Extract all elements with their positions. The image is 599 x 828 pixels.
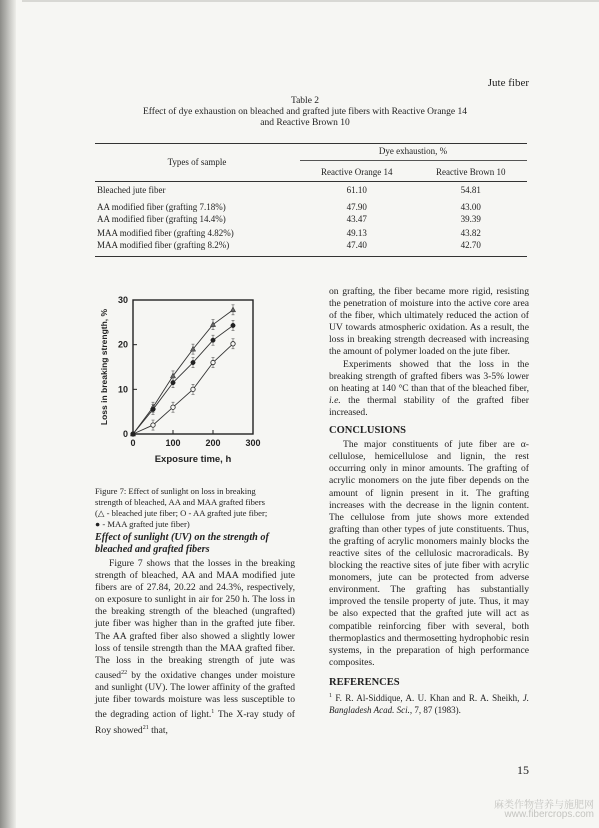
data-point-open-circle — [231, 342, 235, 346]
table-header-orange: Reactive Orange 14 — [321, 167, 393, 177]
x-axis-label: Exposure time, h — [154, 454, 232, 465]
text-run: by the oxidative changes under moisture and sunlight (UV). The lower affinity of the grafted jute fiber towards moisture was less susceptible to the degrading action of light. — [95, 670, 295, 721]
citation: 22 — [121, 669, 128, 676]
table-cell-orange: 61.10 — [346, 185, 367, 195]
page-number: 15 — [517, 763, 529, 777]
data-point-filled-circle — [151, 407, 155, 411]
figure-caption-line: strength of bleached, AA and MAA grafted fibers — [95, 497, 265, 507]
table-cell-brown: 43.82 — [460, 228, 481, 238]
data-point-filled-circle — [191, 360, 195, 364]
table-cell-label: AA modified fiber (grafting 14.4%) — [97, 213, 226, 224]
table-number: Table 2 — [290, 96, 320, 106]
table-cell-brown: 43.00 — [460, 202, 481, 212]
section-heading-sunlight — [95, 532, 295, 556]
binder-shadow — [0, 0, 16, 828]
table-header-group: Dye exhaustion, % — [378, 146, 448, 156]
figure-caption-line: (△ - bleached jute fiber; O - AA grafted jute fiber; — [95, 508, 268, 518]
data-point-filled-circle — [131, 432, 135, 436]
data-point-filled-circle — [231, 323, 235, 327]
data-point-filled-circle — [211, 338, 215, 342]
x-tick-label: 100 — [165, 438, 181, 448]
figure-caption-line: Figure 7: Effect of sunlight on loss in breaking — [95, 486, 256, 496]
right-column — [329, 286, 529, 716]
table-cell-label: MAA modified fiber (grafting 4.82%) — [97, 228, 234, 238]
citation: 21 — [142, 724, 149, 731]
text-run: Figure 7 shows that the losses in the breaking strength of bleached, AA and MAA modified jute fibers are of 27.84, 20.22 and 24.3%, respectively, on exposure to sunlight in air for 250 h. The loss in the breaking strength of the bleached (ungrafted) jute fiber was higher than in the grafted jute fiber. The AA grafted fiber also showed a slightly lower loss of tensile strength than the MAA grafted fiber. The loss in the breaking strength of jute was caused — [95, 558, 295, 682]
citation: 1 — [211, 709, 215, 716]
y-axis-label: Loss in breaking strength, % — [99, 308, 109, 426]
watermark-text: 麻类作物营养与施肥网 — [494, 800, 594, 811]
data-point-filled-circle — [171, 380, 175, 384]
dye-exhaustion-table — [95, 144, 527, 251]
text-run: The X-ray study of Roy showed — [95, 709, 295, 736]
table-caption-line1: Effect of dye exhaustion on bleached and grafted jute fibers with Reactive Orange 14 — [142, 107, 468, 117]
table-cell-label: AA modified fiber (grafting 7.18%) — [97, 202, 226, 212]
heading-line: Effect of sunlight (UV) on the strength of — [95, 532, 269, 543]
table-cell-brown: 54.81 — [460, 185, 481, 195]
table-cell-brown: 39.39 — [460, 213, 481, 224]
data-point-open-circle — [211, 360, 215, 364]
y-tick-label: 30 — [117, 295, 128, 305]
y-tick-label: 10 — [117, 384, 128, 395]
figure-caption-line: ● - MAA grafted jute fiber) — [95, 519, 190, 529]
conclusions-heading: CONCLUSIONS — [329, 425, 407, 437]
left-column — [95, 532, 295, 737]
series-line — [133, 344, 233, 434]
y-tick-label: 20 — [117, 339, 128, 350]
table-cell-orange: 47.40 — [346, 239, 367, 250]
reference-item — [329, 691, 529, 716]
table-header-brown: Reactive Brown 10 — [436, 167, 506, 177]
x-tick-label: 300 — [245, 438, 261, 448]
journal-name: J. Bangladesh Acad. Sci. — [329, 693, 529, 715]
data-point-triangle — [210, 322, 215, 327]
text-run: that, — [148, 724, 168, 736]
x-tick-label: 200 — [205, 438, 221, 448]
reference-number: 1 — [329, 693, 332, 699]
figure-caption — [95, 486, 300, 530]
data-point-triangle — [230, 307, 235, 312]
series-line — [133, 325, 233, 434]
table-caption-line2: and Reactive Brown 10 — [260, 118, 350, 128]
table-cell-label: Bleached jute fiber — [97, 185, 166, 195]
body-paragraph: on grafting, the fiber became more rigid, resisting the penetration of moisture into the active core area of the fiber, which ultimately reduced the action of UV towards atmospheric oxidation. As a result, the loss in breaking strength decreased with increasing the amount of polymer loaded on the jute fiber. — [329, 286, 529, 358]
data-point-open-circle — [171, 405, 175, 409]
text-run: F. R. Al-Siddique, A. U. Khan and R. A. Sheikh, — [332, 693, 523, 703]
text-run: the thermal stability of the grafted fiber increased. — [329, 394, 529, 418]
data-point-open-circle — [151, 423, 155, 427]
references-heading: REFERENCES — [329, 676, 400, 688]
sunlight-loss-chart — [95, 292, 295, 477]
top-edge — [22, 0, 599, 2]
text-run: Experiments showed that the loss in the breaking strength of grafted fibers was 3-5% lower on heating at 140 °C than that of the bleached fiber, — [329, 358, 529, 394]
body-paragraph — [329, 359, 529, 419]
table-cell-brown: 42.70 — [460, 239, 481, 250]
table-cell-orange: 43.47 — [346, 213, 367, 224]
table-header-types: Types of sample — [167, 156, 227, 167]
running-header: Jute fiber — [487, 77, 529, 89]
text-run: , 7, 87 (1983). — [409, 704, 461, 715]
body-paragraph: The major constituents of jute fiber are α-cellulose, hemicellulose and lignin, the rest occurring only in minor amounts. The grafting of acrylic monomers on the jute fiber depends on the amount of lignin present in it. The grafting increases with the decrease in the lignin content. The cellulose from jute shows more extended grafting than other types of jute constituents. Thus, the grafting of acrylic monomers mainly blocks the reactive sites of the cellulosic macroradicals. By blocking the reactive sites of jute fiber with acrylic monomers, jute can be protected from adverse environment. The grafting has substantially improved the tensile property of jute. Thus, it may be also expected that the grafted jute will act as compatible reinforcing fiber with several, both thermoplastics and thermosetting hydrophobic resin systems, in the preparation of high performance composites. — [329, 439, 529, 668]
table-cell-orange: 49.13 — [346, 228, 367, 238]
x-tick-label: 0 — [130, 438, 136, 448]
watermark-url: www.fibercrops.com — [504, 809, 594, 820]
table-bottom-rule — [95, 256, 527, 257]
data-point-open-circle — [191, 387, 195, 391]
y-tick-label: 0 — [122, 429, 128, 439]
table-cell-orange: 47.90 — [346, 202, 367, 212]
table-cell-label: MAA modified fiber (grafting 8.2%) — [97, 239, 230, 250]
body-paragraph — [95, 558, 295, 737]
text-run: i.e. — [329, 394, 341, 406]
heading-line: bleached and grafted fibers — [95, 544, 210, 555]
